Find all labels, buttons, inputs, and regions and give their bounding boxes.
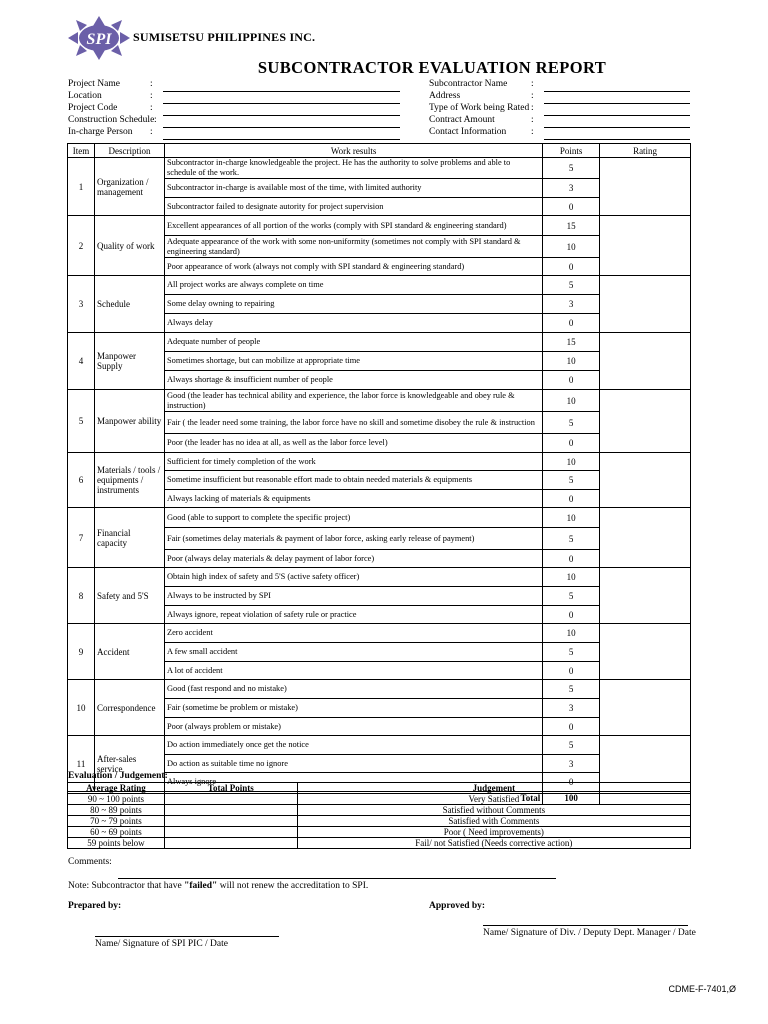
- table-row: [68, 216, 691, 236]
- note-failed: "failed": [184, 881, 218, 891]
- info-label: Subcontractor Name: [429, 79, 508, 89]
- approved-by-label: Approved by:: [429, 901, 486, 911]
- rating-cell[interactable]: [600, 390, 691, 453]
- approved-signature-field[interactable]: [483, 925, 688, 926]
- points-value: 0: [543, 434, 600, 453]
- points-value: 10: [543, 352, 600, 371]
- judgement-text: Satisfied without Comments: [297, 805, 690, 816]
- points-value: 5: [543, 528, 600, 550]
- table-row: [68, 736, 691, 755]
- info-label: Construction Schedule: [68, 115, 155, 125]
- points-value: 0: [543, 198, 600, 216]
- work-result: Fair ( the leader need some training, the labor force have no skill and sometime disobey the rule & instruction: [164, 412, 542, 434]
- table-row: [68, 624, 691, 643]
- table-row: [68, 276, 691, 295]
- total-value: 100: [543, 792, 600, 805]
- points-value: 3: [543, 179, 600, 198]
- judgement-row: [68, 794, 691, 805]
- subcontractor-name-field[interactable]: [544, 91, 690, 92]
- points-value: 10: [543, 624, 600, 643]
- judgement-row: [68, 827, 691, 838]
- table-row: [68, 390, 691, 412]
- item-number: 3: [68, 276, 95, 333]
- points-value: 5: [543, 276, 600, 295]
- info-label: Location: [68, 91, 102, 101]
- info-colon: :: [531, 79, 534, 89]
- total-points-cell[interactable]: [164, 827, 297, 838]
- construction-schedule-field[interactable]: [163, 127, 400, 128]
- info-label: Project Code: [68, 103, 118, 113]
- work-result: A few small accident: [164, 643, 542, 662]
- work-result: Sometimes shortage, but can mobilize at appropriate time: [164, 352, 542, 371]
- work-result: Poor (the leader has no idea at all, as well as the labor force level): [164, 434, 542, 453]
- item-description: Manpower ability: [94, 390, 164, 453]
- item-description: Materials / tools / equipments / instruments: [94, 453, 164, 508]
- rating-cell[interactable]: [600, 508, 691, 568]
- logo-text: SPI: [86, 31, 112, 48]
- table-row: [68, 453, 691, 471]
- note-suffix: will not renew the accreditation to SPI.: [217, 881, 369, 891]
- work-result: Zero accident: [164, 624, 542, 643]
- work-result: Poor (always delay materials & delay payment of labor force): [164, 550, 542, 568]
- rating-cell[interactable]: [600, 624, 691, 680]
- prepared-signature-caption: Name/ Signature of SPI PIC / Date: [95, 939, 228, 949]
- page-title: SUBCONTRACTOR EVALUATION REPORT: [257, 58, 607, 77]
- header-rating: Rating: [600, 144, 691, 158]
- table-row: [68, 333, 691, 352]
- work-result: Poor (always problem or mistake): [164, 718, 542, 736]
- work-result: Some delay owning to repairing: [164, 295, 542, 314]
- rating-cell[interactable]: [600, 680, 691, 736]
- work-result: Good (the leader has technical ability and experience, the labor force is knowledgeable and obey rule & instruction): [164, 390, 542, 412]
- points-value: 0: [543, 606, 600, 624]
- work-result: Sufficient for timely completion of the work: [164, 453, 542, 471]
- info-label: Address: [429, 91, 461, 101]
- in-charge-person-field[interactable]: [163, 139, 400, 140]
- item-number: 5: [68, 390, 95, 453]
- location-field[interactable]: [163, 103, 400, 104]
- header-description: Description: [94, 144, 164, 158]
- total-points-cell[interactable]: [164, 838, 297, 849]
- evaluation-table: [67, 143, 691, 805]
- info-colon: :: [531, 103, 534, 113]
- work-result: Subcontractor in-charge knowledgeable the project. He has the authority to solve problems and able to schedule of the work.: [164, 158, 542, 179]
- item-description: Accident: [94, 624, 164, 680]
- info-colon: :: [150, 91, 153, 101]
- type-of-work-field[interactable]: [544, 115, 690, 116]
- company-name: SUMISETSU PHILIPPINES INC.: [133, 30, 316, 44]
- points-value: 10: [543, 568, 600, 587]
- average-rating-range: 59 points below: [68, 838, 165, 849]
- header-judgement: Judgement: [297, 783, 690, 794]
- work-result: Subcontractor in-charge is available most of the time, with limited authority: [164, 179, 542, 198]
- points-value: 0: [543, 258, 600, 276]
- comments-field[interactable]: [118, 878, 556, 879]
- rating-cell[interactable]: [600, 333, 691, 390]
- points-value: 15: [543, 333, 600, 352]
- item-description: Schedule: [94, 276, 164, 333]
- info-colon: :: [150, 79, 153, 89]
- table-row: [68, 568, 691, 587]
- info-colon: :: [154, 115, 157, 125]
- points-value: 5: [543, 412, 600, 434]
- judgement-text: Satisfied with Comments: [297, 816, 690, 827]
- judgement-text: Poor ( Need improvements): [297, 827, 690, 838]
- note-prefix: Note: Subcontractor that have: [68, 881, 185, 891]
- points-value: 10: [543, 508, 600, 528]
- info-colon: :: [150, 127, 153, 137]
- table-header-row: [68, 144, 691, 158]
- work-result: Adequate number of people: [164, 333, 542, 352]
- item-number: 8: [68, 568, 95, 624]
- average-rating-range: 90 ~ 100 points: [68, 794, 165, 805]
- item-description: Organization / management: [94, 158, 164, 216]
- prepared-by-label: Prepared by:: [68, 901, 122, 911]
- points-value: 0: [543, 371, 600, 390]
- item-description: After-sales service: [94, 736, 164, 792]
- points-value: 5: [543, 680, 600, 699]
- work-result: Always shortage & insufficient number of people: [164, 371, 542, 390]
- points-value: 5: [543, 471, 600, 490]
- item-description: Manpower Supply: [94, 333, 164, 390]
- work-result: Obtain high index of safety and 5'S (active safety officer): [164, 568, 542, 587]
- judgement-row: [68, 838, 691, 849]
- header-item: Item: [68, 144, 95, 158]
- judgement-row: [68, 805, 691, 816]
- work-result: Always ignore: [164, 773, 542, 792]
- document-code: CDME-F-7401,Ø: [668, 984, 736, 994]
- work-result: Excellent appearances of all portion of the works (comply with SPI standard & engineering standard): [164, 216, 542, 236]
- header-total-points: Total Points: [164, 783, 297, 794]
- item-description: Correspondence: [94, 680, 164, 736]
- contract-amount-field[interactable]: [544, 127, 690, 128]
- header-work-results: Work results: [164, 144, 542, 158]
- project-name-field[interactable]: [163, 91, 400, 92]
- info-label: Type of Work being Rated: [429, 103, 530, 113]
- note-text: [68, 881, 368, 891]
- work-result: Always ignore, repeat violation of safety rule or practice: [164, 606, 542, 624]
- points-value: 0: [543, 773, 600, 792]
- header-average-rating: Average Rating: [68, 783, 165, 794]
- prepared-signature-field[interactable]: [95, 936, 279, 937]
- judgement-text: Fail/ not Satisfied (Needs corrective action): [297, 838, 690, 849]
- item-number: 1: [68, 158, 95, 216]
- work-result: Subcontractor failed to designate autority for project supervision: [164, 198, 542, 216]
- item-number: 9: [68, 624, 95, 680]
- item-number: 11: [68, 736, 95, 792]
- approved-signature-caption: Name/ Signature of Div. / Deputy Dept. Manager / Date: [483, 928, 696, 938]
- points-value: 10: [543, 390, 600, 412]
- points-value: 0: [543, 550, 600, 568]
- points-value: 5: [543, 643, 600, 662]
- item-description: Quality of work: [94, 216, 164, 276]
- work-result: Do action immediately once get the notice: [164, 736, 542, 755]
- work-result: Always delay: [164, 314, 542, 333]
- work-result: Always lacking of materials & equipments: [164, 490, 542, 508]
- work-result: Fair (sometime be problem or mistake): [164, 699, 542, 718]
- header-points: Points: [543, 144, 600, 158]
- points-value: 3: [543, 699, 600, 718]
- points-value: 15: [543, 216, 600, 236]
- points-value: 3: [543, 295, 600, 314]
- info-label: Project Name: [68, 79, 120, 89]
- total-points-cell[interactable]: [164, 816, 297, 827]
- evaluation-label: Evaluation / Judgement:: [68, 771, 168, 781]
- work-result: Good (able to support to complete the specific project): [164, 508, 542, 528]
- work-result: Always to be instructed by SPI: [164, 587, 542, 606]
- info-colon: :: [150, 103, 153, 113]
- table-row: [68, 680, 691, 699]
- address-field[interactable]: [544, 103, 690, 104]
- table-row: [68, 158, 691, 179]
- average-rating-range: 60 ~ 69 points: [68, 827, 165, 838]
- work-result: Do action as suitable time no ignore: [164, 755, 542, 773]
- rating-cell[interactable]: [600, 568, 691, 624]
- rating-cell[interactable]: [600, 216, 691, 276]
- work-result: Sometime insufficient but reasonable effort made to obtain needed materials & equipments: [164, 471, 542, 490]
- table-row: [68, 508, 691, 528]
- total-points-cell[interactable]: [164, 794, 297, 805]
- judgement-text: Very Satisfied: [297, 794, 690, 805]
- info-label: Contract Amount: [429, 115, 495, 125]
- info-colon: :: [531, 127, 534, 137]
- item-number: 6: [68, 453, 95, 508]
- work-result: Good (fast respond and no mistake): [164, 680, 542, 699]
- info-label: In-charge Person: [68, 127, 133, 137]
- project-code-field[interactable]: [163, 115, 400, 116]
- work-result: A lot of accident: [164, 662, 542, 680]
- info-label: Contact Information: [429, 127, 507, 137]
- judgement-row: [68, 816, 691, 827]
- average-rating-range: 70 ~ 79 points: [68, 816, 165, 827]
- info-colon: :: [531, 91, 534, 101]
- points-value: 5: [543, 158, 600, 179]
- points-value: 0: [543, 662, 600, 680]
- judgement-header-row: [68, 783, 691, 794]
- points-value: 0: [543, 490, 600, 508]
- item-number: 4: [68, 333, 95, 390]
- rating-cell[interactable]: [600, 158, 691, 216]
- points-value: 10: [543, 236, 600, 258]
- item-number: 2: [68, 216, 95, 276]
- points-value: 5: [543, 736, 600, 755]
- rating-cell[interactable]: [600, 276, 691, 333]
- item-description: Financial capacity: [94, 508, 164, 568]
- rating-cell[interactable]: [600, 453, 691, 508]
- points-value: 3: [543, 755, 600, 773]
- points-value: 0: [543, 718, 600, 736]
- points-value: 0: [543, 314, 600, 333]
- contact-information-field[interactable]: [544, 139, 690, 140]
- total-points-cell[interactable]: [164, 805, 297, 816]
- info-colon: :: [531, 115, 534, 125]
- total-label: Total: [164, 792, 542, 805]
- average-rating-range: 80 ~ 89 points: [68, 805, 165, 816]
- work-result: Fair (sometimes delay materials & payment of labor force, asking early release of payment): [164, 528, 542, 550]
- work-result: Adequate appearance of the work with some non-uniformity (sometimes not comply with SPI standard & engineering standard): [164, 236, 542, 258]
- company-logo: [68, 16, 130, 60]
- item-description: Safety and 5'S: [94, 568, 164, 624]
- work-result: All project works are always complete on time: [164, 276, 542, 295]
- comments-label: Comments:: [68, 857, 112, 867]
- points-value: 5: [543, 587, 600, 606]
- item-number: 10: [68, 680, 95, 736]
- judgement-table: [67, 782, 691, 849]
- item-number: 7: [68, 508, 95, 568]
- work-result: Poor appearance of work (always not comply with SPI standard & engineering standard): [164, 258, 542, 276]
- points-value: 10: [543, 453, 600, 471]
